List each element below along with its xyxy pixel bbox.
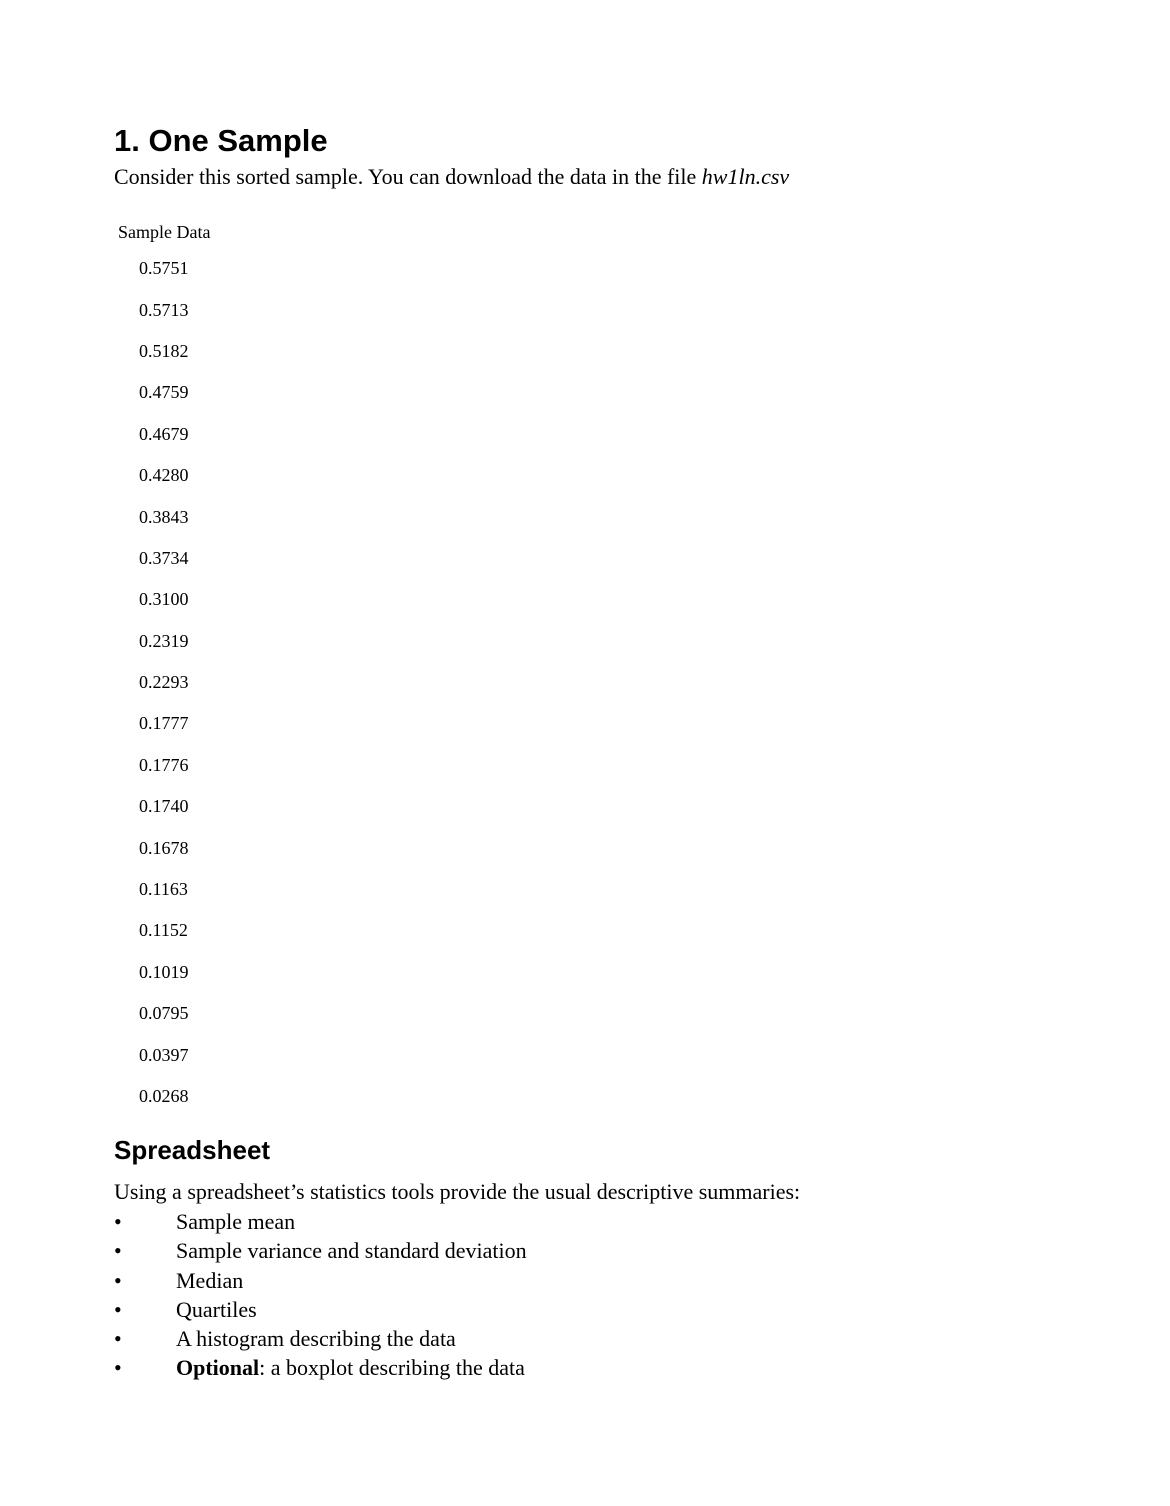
table-row <box>114 1076 210 1117</box>
list-item-text: Quartiles <box>176 1296 257 1322</box>
table-cell-value: 0.3100 <box>139 589 189 610</box>
table-row <box>114 372 210 413</box>
table-row <box>114 869 210 910</box>
table-row <box>114 289 210 330</box>
table-row <box>114 579 210 620</box>
table-row <box>114 786 210 827</box>
table-cell-value: 0.1152 <box>139 920 188 941</box>
table-cell-value: 0.3843 <box>139 506 189 527</box>
table-header-row <box>114 216 210 248</box>
table-cell-value: 0.3734 <box>139 547 189 568</box>
list-item-optional <box>114 1353 1114 1382</box>
table-cell-value: 0.0397 <box>139 1044 189 1065</box>
list-item <box>114 1295 1114 1324</box>
table-cell-value: 0.4679 <box>139 423 189 444</box>
table-cell-value: 0.5182 <box>139 340 189 361</box>
table-row <box>114 621 210 662</box>
spreadsheet-title: Spreadsheet <box>114 1135 271 1166</box>
spreadsheet-lead: Using a spreadsheet’s statistics tools provide the usual descriptive summaries: <box>114 1179 801 1205</box>
table-cell-value: 0.2293 <box>139 672 189 693</box>
table-row <box>114 662 210 703</box>
table-row <box>114 1034 210 1075</box>
summary-list <box>114 1207 1114 1382</box>
list-item <box>114 1266 1114 1295</box>
bullet-icon: • <box>114 1267 122 1293</box>
table-cell-value: 0.2319 <box>139 630 189 651</box>
table-row <box>114 993 210 1034</box>
table-row <box>114 331 210 372</box>
table-cell-value: 0.5751 <box>139 258 189 279</box>
table-cell-value: 0.0268 <box>139 1086 189 1106</box>
list-item <box>114 1324 1114 1353</box>
table-row <box>114 414 210 455</box>
list-item-text: Sample variance and standard deviation <box>176 1238 527 1264</box>
table-cell-value: 0.1777 <box>139 713 189 734</box>
table-cell-value: 0.1740 <box>139 796 189 817</box>
table-row <box>114 827 210 868</box>
table-cell-value: 0.1776 <box>139 754 189 775</box>
data-filename: hw1ln.csv <box>701 164 790 189</box>
intro-paragraph <box>114 162 1114 192</box>
table-row <box>114 910 210 951</box>
intro-text: Consider this sorted sample. You can download the data in the file <box>114 164 702 189</box>
document-page <box>114 122 1114 1382</box>
table-header-sample-data: Sample Data <box>118 221 211 242</box>
optional-label: Optional <box>176 1355 260 1381</box>
table-body <box>114 248 210 1117</box>
table-cell-value: 0.4759 <box>139 382 189 403</box>
table-row <box>114 455 210 496</box>
list-item <box>114 1236 1114 1265</box>
table-cell-value: 0.4280 <box>139 465 189 486</box>
table-row <box>114 952 210 993</box>
table-row <box>114 248 210 289</box>
table-cell-value: 0.0795 <box>139 1003 189 1024</box>
list-item-text: Median <box>176 1267 244 1293</box>
bullet-icon: • <box>114 1209 122 1235</box>
bullet-icon: • <box>114 1296 122 1322</box>
table-cell-value: 0.5713 <box>139 299 189 320</box>
table-cell-value: 0.1163 <box>139 879 188 900</box>
table-row <box>114 745 210 786</box>
bullet-icon: • <box>114 1326 122 1352</box>
list-item-text: Sample mean <box>176 1209 296 1235</box>
list-item <box>114 1207 1114 1236</box>
bullet-icon: • <box>114 1355 122 1381</box>
table-row <box>114 703 210 744</box>
section-title: 1. One Sample <box>114 123 328 158</box>
table-row <box>114 538 210 579</box>
table-cell-value: 0.1019 <box>139 961 189 982</box>
bullet-icon: • <box>114 1238 122 1264</box>
table-cell-value: 0.1678 <box>139 837 189 858</box>
sample-data-table <box>114 216 210 1117</box>
list-item-text: A histogram describing the data <box>176 1326 456 1352</box>
table-row <box>114 496 210 537</box>
optional-text: : a boxplot describing the data <box>259 1355 525 1381</box>
